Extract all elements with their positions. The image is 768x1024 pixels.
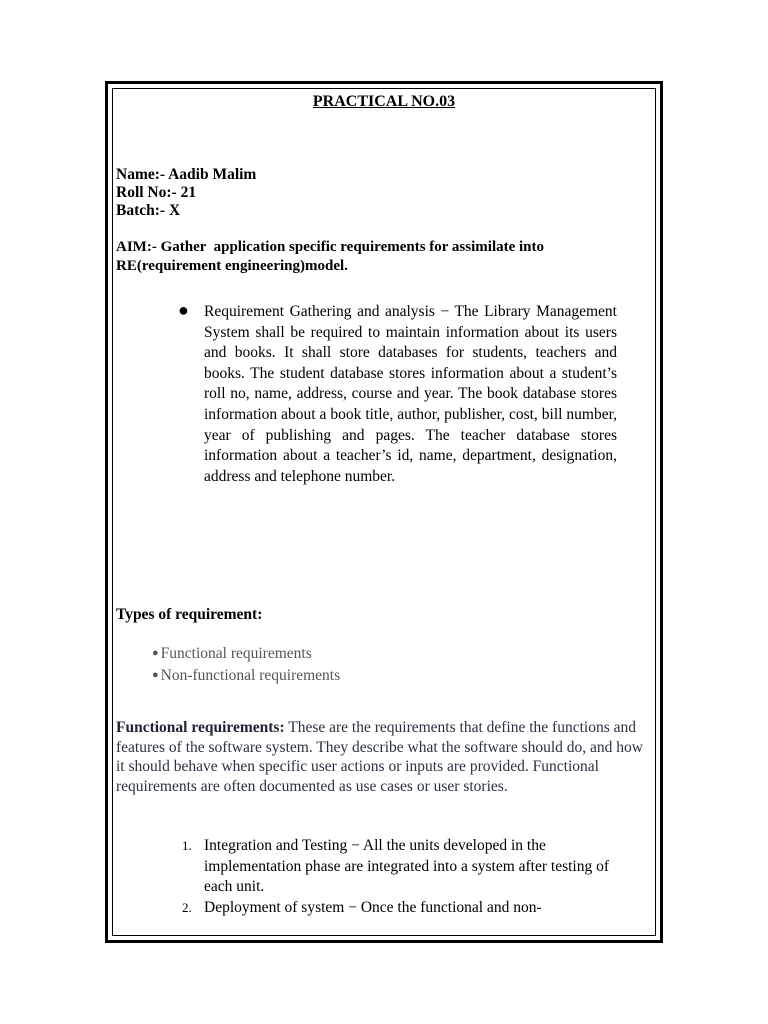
aim-statement bbox=[116, 238, 616, 276]
list-item: 2. Deployment of system − Once the functional and non- bbox=[182, 898, 542, 916]
list-item: ● Non-functional requirements bbox=[152, 666, 341, 684]
list-item: ● Functional requirements bbox=[152, 645, 312, 662]
bullet-icon: ● bbox=[152, 668, 159, 681]
functional-heading: Functional requirements: bbox=[116, 719, 285, 736]
requirement-gathering-text: Requirement Gathering and analysis − The Library Management System shall be required to maintain information about its users and books. It shall store databases for students, teachers and books. The student database stores information about a student’s roll no, name, address, course and year. The book database stores information about a book title, author, publisher, cost, bill number, year of publishing and pages. The teacher database stores information about a teacher’s id, name, department, designation, address and telephone number. bbox=[204, 303, 617, 485]
page-border bbox=[105, 81, 663, 943]
student-name: Name:- Aadib Malim bbox=[116, 166, 257, 183]
page-inner-border bbox=[112, 88, 656, 936]
list-item: 1. Integration and Testing − All the units developed in the implementation phase are integrated into a system after testing of each unit. bbox=[182, 837, 610, 895]
types-list bbox=[152, 644, 340, 687]
bullet-icon: ● bbox=[178, 300, 189, 320]
numbered-list bbox=[178, 836, 618, 918]
functional-requirements-paragraph bbox=[116, 718, 652, 796]
types-heading: Types of requirement: bbox=[116, 606, 263, 623]
batch: Batch:- X bbox=[116, 202, 181, 219]
aim-line-2: RE(requirement engineering)model. bbox=[116, 258, 348, 274]
practical-title: PRACTICAL NO.03 bbox=[312, 93, 456, 110]
aim-line-1: AIM:- Gather application specific requirements for assimilate into bbox=[116, 239, 545, 255]
roll-number: Roll No:- 21 bbox=[116, 184, 197, 201]
bullet-icon: ● bbox=[152, 647, 159, 659]
functional-text: These are the requirements that define the functions and features of the software system. They describe what the software should do, and how it should behave when specific user actions or inputs are provided. Functional requirements are often documented as use cases or user stories. bbox=[116, 719, 643, 795]
